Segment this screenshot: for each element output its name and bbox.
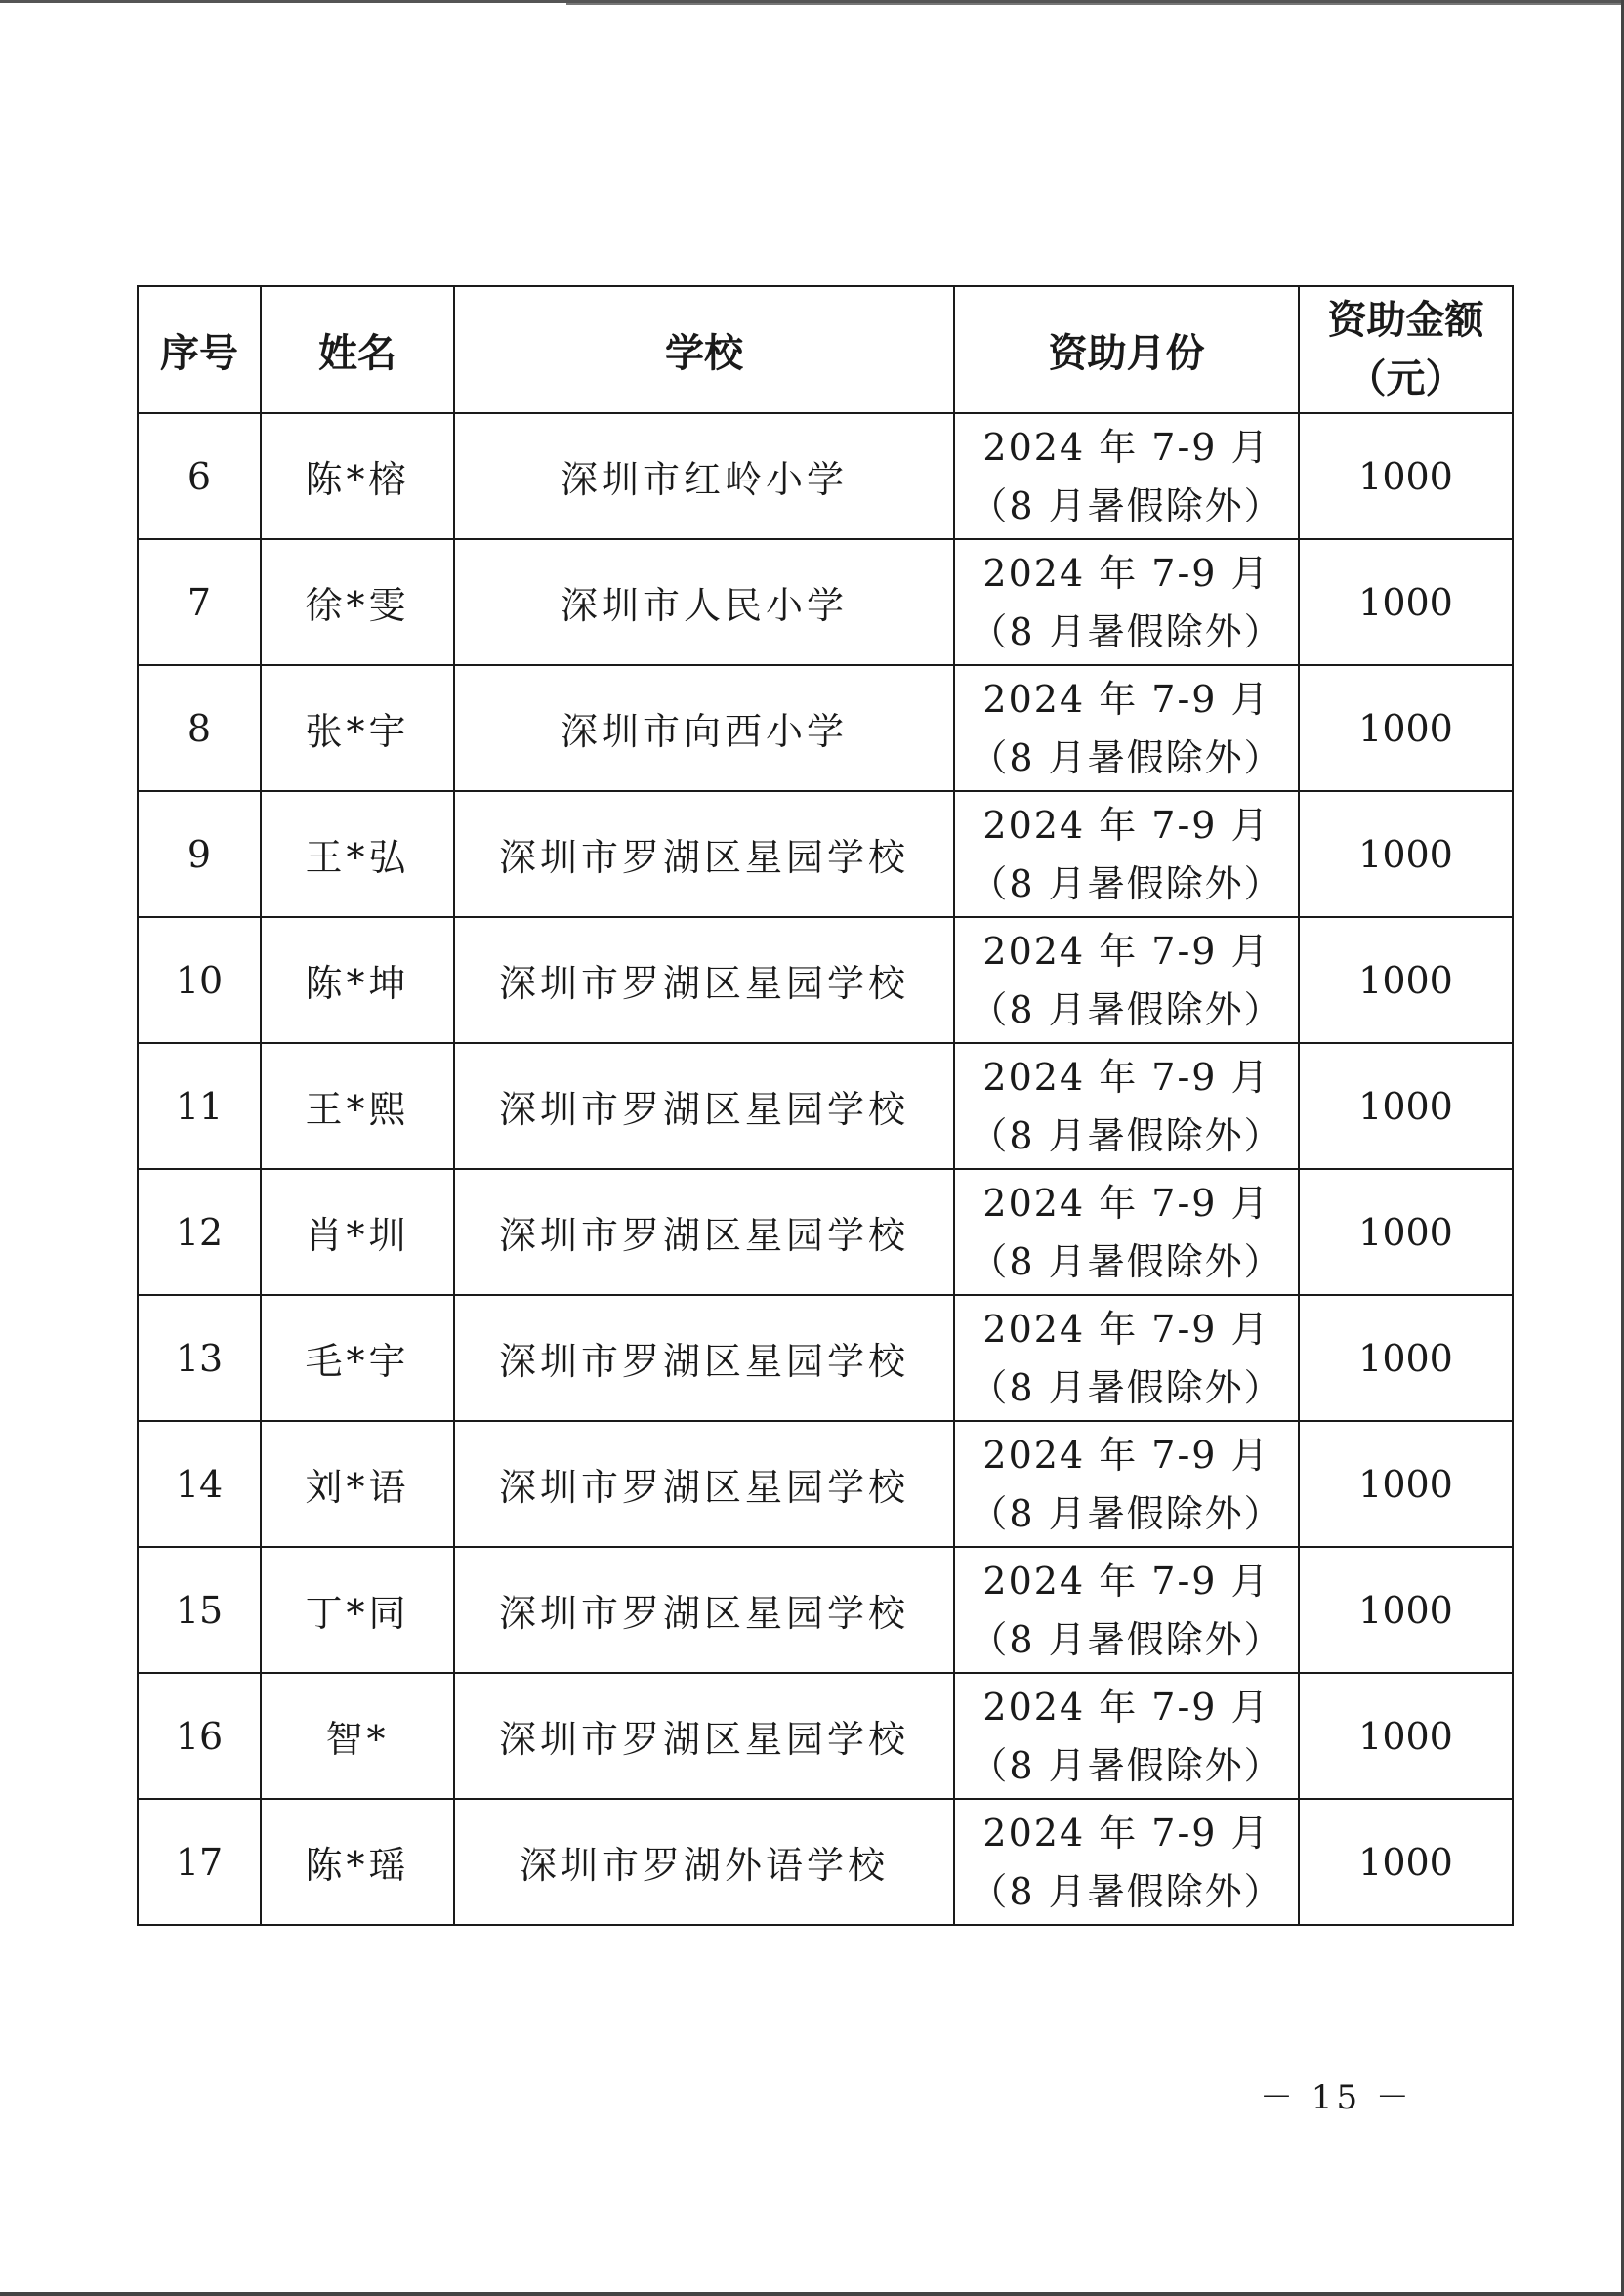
cell-amount: 1000: [1299, 1421, 1513, 1547]
cell-no: 17: [138, 1799, 261, 1925]
cell-month: [954, 1169, 1299, 1295]
cell-school: 深圳市罗湖区星园学校: [454, 791, 954, 917]
cell-school: 深圳市罗湖区星园学校: [454, 1673, 954, 1799]
cell-school: 深圳市罗湖外语学校: [454, 1799, 954, 1925]
cell-no: 15: [138, 1547, 261, 1673]
subsidy-table-container: [137, 285, 1512, 1926]
cell-month-line2: （8 月暑假除外）: [970, 1491, 1283, 1535]
cell-school: 深圳市罗湖区星园学校: [454, 1169, 954, 1295]
cell-name: 毛*宇: [261, 1295, 454, 1421]
cell-month: [954, 1043, 1299, 1169]
scan-border-bottom: [0, 2292, 1624, 2296]
table-header-row: [138, 286, 1513, 413]
page-number: － 15 －: [1260, 2078, 1413, 2117]
cell-no: 12: [138, 1169, 261, 1295]
cell-no: 6: [138, 413, 261, 539]
cell-month-line2: （8 月暑假除外）: [970, 987, 1283, 1031]
table-row: [138, 791, 1513, 917]
table-row: [138, 1169, 1513, 1295]
cell-month-line1: 2024 年 7-9 月: [982, 1433, 1270, 1477]
table-row: [138, 1421, 1513, 1547]
cell-amount: 1000: [1299, 917, 1513, 1043]
cell-month-line2: （8 月暑假除外）: [970, 609, 1283, 653]
cell-name: 肖*圳: [261, 1169, 454, 1295]
cell-month: [954, 1799, 1299, 1925]
cell-month-line1: 2024 年 7-9 月: [982, 425, 1270, 469]
table-row: [138, 539, 1513, 665]
cell-month: [954, 1295, 1299, 1421]
cell-school: 深圳市罗湖区星园学校: [454, 917, 954, 1043]
cell-name: 陈*瑶: [261, 1799, 454, 1925]
cell-school: 深圳市红岭小学: [454, 413, 954, 539]
header-amount-line2: （元）: [1347, 355, 1465, 401]
cell-amount: 1000: [1299, 791, 1513, 917]
subsidy-table: [137, 285, 1514, 1926]
cell-month-line2: （8 月暑假除外）: [970, 1365, 1283, 1409]
header-amount: [1299, 286, 1513, 413]
table-row: [138, 1673, 1513, 1799]
cell-name: 智*: [261, 1673, 454, 1799]
cell-month-line1: 2024 年 7-9 月: [982, 677, 1270, 721]
cell-month: [954, 413, 1299, 539]
cell-no: 14: [138, 1421, 261, 1547]
cell-month: [954, 917, 1299, 1043]
cell-month-line1: 2024 年 7-9 月: [982, 1811, 1270, 1855]
cell-name: 王*熙: [261, 1043, 454, 1169]
cell-month: [954, 1673, 1299, 1799]
table-row: [138, 1547, 1513, 1673]
cell-amount: 1000: [1299, 1169, 1513, 1295]
table-row: [138, 665, 1513, 791]
cell-month-line2: （8 月暑假除外）: [970, 735, 1283, 779]
cell-school: 深圳市人民小学: [454, 539, 954, 665]
cell-school: 深圳市罗湖区星园学校: [454, 1043, 954, 1169]
cell-school: 深圳市罗湖区星园学校: [454, 1421, 954, 1547]
cell-name: 王*弘: [261, 791, 454, 917]
cell-month-line2: （8 月暑假除外）: [970, 861, 1283, 905]
cell-name: 陈*榕: [261, 413, 454, 539]
header-name: 姓名: [261, 286, 454, 413]
cell-no: 7: [138, 539, 261, 665]
cell-amount: 1000: [1299, 1043, 1513, 1169]
header-school: 学校: [454, 286, 954, 413]
cell-no: 8: [138, 665, 261, 791]
cell-month-line1: 2024 年 7-9 月: [982, 929, 1270, 973]
cell-month-line2: （8 月暑假除外）: [970, 483, 1283, 527]
table-body: [138, 413, 1513, 1925]
cell-amount: 1000: [1299, 665, 1513, 791]
table-row: [138, 1043, 1513, 1169]
cell-month: [954, 665, 1299, 791]
cell-month-line2: （8 月暑假除外）: [970, 1869, 1283, 1913]
table-row: [138, 413, 1513, 539]
cell-amount: 1000: [1299, 539, 1513, 665]
header-no: 序号: [138, 286, 261, 413]
cell-name: 丁*同: [261, 1547, 454, 1673]
cell-school: 深圳市向西小学: [454, 665, 954, 791]
cell-no: 11: [138, 1043, 261, 1169]
cell-month-line2: （8 月暑假除外）: [970, 1617, 1283, 1661]
cell-no: 16: [138, 1673, 261, 1799]
cell-month-line1: 2024 年 7-9 月: [982, 1559, 1270, 1603]
scan-border-top-right: [566, 3, 1624, 5]
table-row: [138, 917, 1513, 1043]
cell-name: 陈*坤: [261, 917, 454, 1043]
cell-amount: 1000: [1299, 413, 1513, 539]
cell-no: 9: [138, 791, 261, 917]
cell-name: 徐*雯: [261, 539, 454, 665]
cell-no: 10: [138, 917, 261, 1043]
cell-month: [954, 539, 1299, 665]
cell-month-line2: （8 月暑假除外）: [970, 1239, 1283, 1283]
table-row: [138, 1799, 1513, 1925]
cell-month-line1: 2024 年 7-9 月: [982, 1307, 1270, 1351]
cell-amount: 1000: [1299, 1799, 1513, 1925]
cell-name: 刘*语: [261, 1421, 454, 1547]
cell-month-line1: 2024 年 7-9 月: [982, 1685, 1270, 1729]
cell-amount: 1000: [1299, 1673, 1513, 1799]
cell-month: [954, 1421, 1299, 1547]
cell-month-line2: （8 月暑假除外）: [970, 1743, 1283, 1787]
cell-month-line1: 2024 年 7-9 月: [982, 551, 1270, 595]
cell-amount: 1000: [1299, 1295, 1513, 1421]
cell-month-line1: 2024 年 7-9 月: [982, 1181, 1270, 1225]
cell-school: 深圳市罗湖区星园学校: [454, 1295, 954, 1421]
cell-school: 深圳市罗湖区星园学校: [454, 1547, 954, 1673]
cell-month-line1: 2024 年 7-9 月: [982, 803, 1270, 847]
cell-month: [954, 1547, 1299, 1673]
cell-no: 13: [138, 1295, 261, 1421]
cell-name: 张*宇: [261, 665, 454, 791]
cell-month-line2: （8 月暑假除外）: [970, 1113, 1283, 1157]
cell-month: [954, 791, 1299, 917]
header-month: 资助月份: [954, 286, 1299, 413]
header-amount-line1: 资助金额: [1327, 297, 1484, 343]
cell-amount: 1000: [1299, 1547, 1513, 1673]
cell-month-line1: 2024 年 7-9 月: [982, 1055, 1270, 1099]
table-row: [138, 1295, 1513, 1421]
